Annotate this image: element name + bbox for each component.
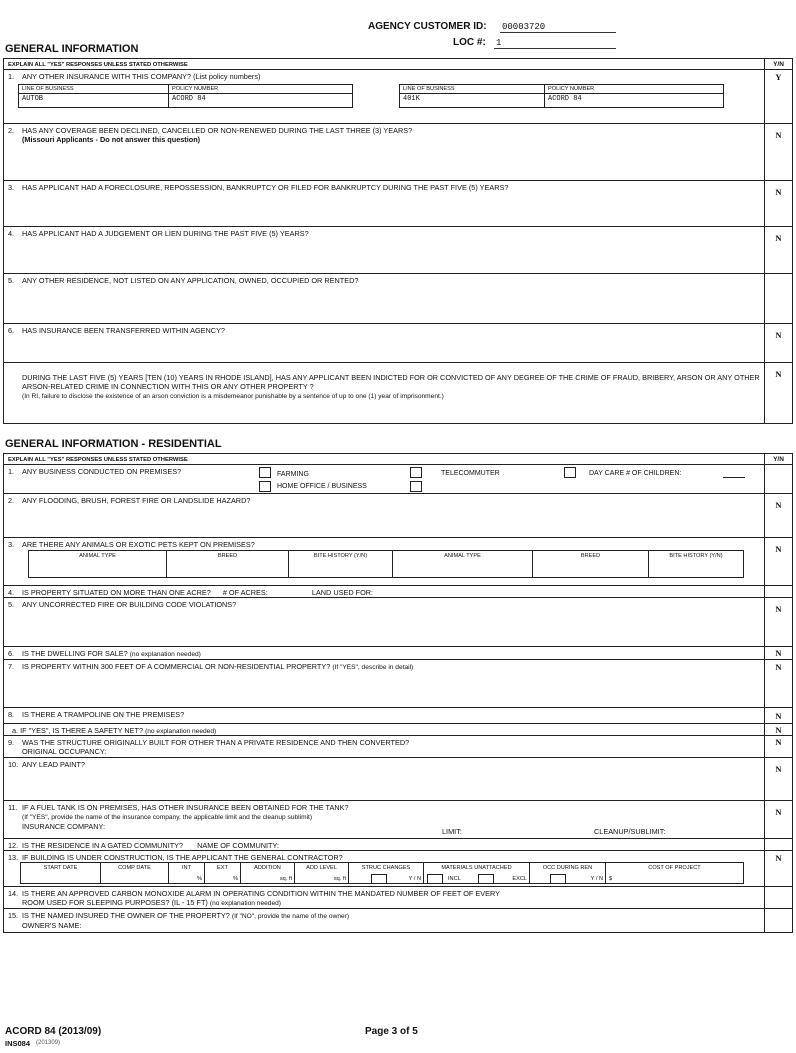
day-care-label: DAY CARE # OF CHILDREN:	[589, 470, 682, 477]
question-note: (If "YES", provide the name of the insurance company, the applicable limit and the cleanup sublimit)	[22, 814, 313, 821]
yn-answer[interactable]: N	[775, 500, 782, 510]
farming-label: FARMING	[277, 471, 309, 478]
page-number: Page 3 of 5	[365, 1026, 418, 1037]
sqft-unit: sq. ft	[279, 876, 292, 882]
question-text	[4, 758, 765, 800]
question-row	[4, 851, 792, 887]
question-number: 4.	[8, 229, 15, 238]
yn-answer[interactable]	[765, 887, 792, 908]
question-label: IS THE DWELLING FOR SALE?	[22, 649, 128, 658]
residential-information-title: GENERAL INFORMATION - RESIDENTIAL	[5, 438, 222, 450]
question-label: ANY FLOODING, BRUSH, FOREST FIRE OR LANDSLIDE HAZARD?	[22, 496, 251, 505]
owner-name-label: OWNER'S NAME:	[22, 921, 82, 930]
construction-table	[20, 862, 744, 884]
question-row	[4, 465, 792, 494]
question-note: (In RI, failure to disclose the existence of an arson conviction is a misdemeanor punishable by a sentence of up to one (1) year of imprisonment.)	[22, 393, 444, 400]
percent-unit: %	[197, 876, 202, 882]
question-label: HAS INSURANCE BEEN TRANSFERRED WITHIN AGENCY?	[22, 326, 225, 335]
question-number: 6.	[8, 649, 15, 658]
insurance-company-label: INSURANCE COMPANY:	[22, 822, 105, 831]
day-care-count-field[interactable]	[723, 470, 745, 478]
yn-answer[interactable]: N	[775, 369, 782, 379]
question-label: ANY BUSINESS CONDUCTED ON PREMISES?	[22, 467, 182, 476]
question-text	[4, 598, 765, 646]
question-label: IF BUILDING IS UNDER CONSTRUCTION, IS THE APPLICANT THE GENERAL CONTRACTOR?	[22, 853, 343, 862]
question-number: 5.	[8, 276, 15, 285]
question-row	[4, 274, 792, 324]
limit-label: LIMIT:	[442, 827, 462, 836]
yn-answer[interactable]	[765, 586, 792, 597]
question-number: 2.	[8, 496, 15, 505]
bite-history-header: BITE HISTORY (Y/N)	[313, 553, 368, 559]
question-number: 7.	[8, 662, 15, 671]
yn-answer[interactable]: N	[775, 662, 782, 672]
question-number: 13.	[8, 853, 19, 862]
question-row	[4, 538, 792, 586]
yn-answer[interactable]: N	[775, 130, 782, 140]
question-label: ANY OTHER RESIDENCE, NOT LISTED ON ANY APPLICATION, OWNED, OCCUPIED OR RENTED?	[22, 276, 359, 285]
question-text	[4, 124, 765, 180]
question-row	[4, 181, 792, 227]
question-label: ANY LEAD PAINT?	[22, 760, 85, 769]
question-number: 12.	[8, 841, 19, 850]
animals-table	[28, 550, 744, 578]
yn-answer[interactable]: N	[775, 648, 782, 658]
yn-header: Y/N	[773, 61, 784, 68]
business-extra-checkbox[interactable]	[410, 481, 422, 492]
question-row	[4, 909, 792, 932]
question-text	[4, 227, 765, 273]
yn-answer[interactable]: N	[775, 807, 782, 817]
question-number: 14.	[8, 889, 19, 898]
question-label: IS THE NAMED INSURED THE OWNER OF THE PROPERTY?	[22, 911, 230, 920]
question-number: 5.	[8, 600, 15, 609]
excl-label: EXCL	[512, 876, 527, 882]
ext-header: EXT	[217, 865, 228, 871]
question-label: IS PROPERTY SITUATED ON MORE THAN ONE ACRE?	[22, 588, 211, 597]
question-number: 8.	[8, 710, 15, 719]
question-label: IS PROPERTY WITHIN 300 FEET OF A COMMERCIAL OR NON-RESIDENTIAL PROPERTY?	[22, 662, 331, 671]
question-label: ANY OTHER INSURANCE WITH THIS COMPANY? (List policy numbers)	[22, 72, 261, 81]
question-number: 3.	[8, 183, 15, 192]
policy-number-header: POLICY NUMBER	[169, 85, 352, 94]
question-label: IF A FUEL TANK IS ON PREMISES, HAS OTHER INSURANCE BEEN OBTAINED FOR THE TANK?	[22, 803, 349, 812]
breed-header: BREED	[217, 553, 238, 559]
question-text	[4, 909, 765, 932]
question-number: 4.	[8, 588, 15, 597]
question-row	[4, 887, 792, 909]
question-label: IS THE RESIDENCE IN A GATED COMMUNITY?	[22, 841, 184, 850]
question-row	[4, 724, 792, 736]
question-note: (If "NO", provide the name of the owner)	[231, 913, 350, 920]
telecommuter-checkbox[interactable]	[410, 467, 422, 478]
farming-checkbox[interactable]	[259, 467, 271, 478]
explain-row	[4, 59, 792, 70]
question-number: 1.	[8, 72, 15, 81]
question-note: (no explanation needed)	[129, 651, 201, 658]
question-row	[4, 324, 792, 363]
comp-date-header: COMP DATE	[118, 865, 151, 871]
question-text	[4, 181, 765, 226]
day-care-checkbox[interactable]	[564, 467, 576, 478]
question-number: 15.	[8, 911, 19, 920]
question-note: (If "YES", describe in detail)	[332, 664, 414, 671]
question-text	[4, 708, 765, 723]
yn-answer[interactable]: N	[775, 604, 782, 614]
question-number: 2.	[8, 126, 15, 135]
struc-changes-checkbox[interactable]	[371, 874, 387, 884]
yn-answer[interactable]	[765, 274, 792, 323]
question-row	[4, 660, 792, 708]
int-header: INT	[181, 865, 191, 871]
question-text	[4, 660, 765, 707]
yn-answer[interactable]	[765, 909, 792, 932]
explain-note: EXPLAIN ALL "YES" RESPONSES UNLESS STATED OTHERWISE	[4, 59, 765, 69]
materials-incl-checkbox[interactable]	[427, 874, 443, 884]
question-row	[4, 839, 792, 851]
home-office-checkbox[interactable]	[259, 481, 271, 492]
sqft-unit: sq. ft	[333, 876, 346, 882]
materials-header: MATERIALS UNATTACHED	[441, 865, 512, 871]
policy-table-left	[18, 84, 353, 108]
question-row	[4, 586, 792, 598]
policy-number-header: POLICY NUMBER	[545, 85, 723, 94]
question-text	[4, 274, 765, 323]
question-note: (no explanation needed)	[209, 900, 281, 907]
occ-during-ren-checkbox[interactable]	[550, 874, 566, 884]
materials-excl-checkbox[interactable]	[478, 874, 494, 884]
question-row	[4, 363, 792, 423]
loc-field[interactable]: 1	[494, 37, 616, 49]
question-note: (Missouri Applicants - Do not answer this question)	[22, 135, 201, 144]
question-row	[4, 801, 792, 839]
telecommuter-label: TELECOMMUTER	[441, 470, 500, 477]
question-label: DURING THE LAST FIVE (5) YEARS [TEN (10) YEARS IN RHODE ISLAND], HAS ANY APPLICANT BEEN INDICTED FOR OR CONVICTED OF ANY DEGREE OF THE CRIME OF FRAUD, BRIBERY, ARSON OR ANY OTHER ARSON-RELATED CRIME IN CONNECTION WITH THIS OR ANY OTHER PROPERTY ?	[22, 373, 760, 391]
form-number: ACORD 84 (2013/09)	[5, 1026, 102, 1037]
acres-label: # OF ACRES:	[222, 588, 268, 597]
addition-header: ADDITION	[254, 865, 281, 871]
yn-answer[interactable]	[765, 839, 792, 850]
question-number: 1.	[8, 467, 15, 476]
yn-answer[interactable]: N	[775, 764, 782, 774]
question-label: HAS APPLICANT HAD A FORECLOSURE, REPOSSESSION, BANKRUPTCY OR FILED FOR BANKRUPTCY DURING THE PAST FIVE (5) YEARS?	[22, 183, 509, 192]
struc-changes-header: STRUC CHANGES	[361, 865, 411, 871]
question-row	[4, 227, 792, 274]
occ-during-ren-header: OCC DURING REN	[542, 865, 593, 871]
loc-label: LOC #:	[453, 37, 486, 48]
question-row	[4, 708, 792, 724]
original-occupancy-label: ORIGINAL OCCUPANCY:	[22, 747, 107, 756]
explain-note: EXPLAIN ALL "YES" RESPONSES UNLESS STATED OTHERWISE	[4, 454, 765, 464]
yn-header: Y/N	[773, 456, 784, 463]
question-row	[4, 70, 792, 124]
residential-information-table	[3, 453, 793, 933]
question-label: IS THERE AN APPROVED CARBON MONOXIDE ALARM IN OPERATING CONDITION WITHIN THE MANDATED NUMBER OF FEET OF EVERY	[22, 889, 501, 898]
home-office-label: HOME OFFICE / BUSINESS	[277, 483, 367, 490]
question-text	[4, 724, 765, 735]
agency-customer-id-label: AGENCY CUSTOMER ID:	[368, 21, 487, 32]
question-row	[4, 124, 792, 181]
policy-number-field[interactable]: ACORD 84	[172, 95, 206, 103]
question-text	[4, 801, 765, 838]
yn-answer[interactable]: N	[775, 330, 782, 340]
question-note: (no explanation needed)	[145, 728, 217, 735]
percent-unit: %	[233, 876, 238, 882]
lob-field[interactable]: 401K	[403, 95, 420, 103]
yn-answer[interactable]: Y	[775, 72, 782, 82]
question-row	[4, 736, 792, 758]
policy-table-right	[399, 84, 724, 108]
policy-number-field[interactable]: ACORD 84	[548, 95, 582, 103]
question-row	[4, 758, 792, 801]
yn-answer[interactable]: N	[775, 187, 782, 197]
question-label: ARE THERE ANY ANIMALS OR EXOTIC PETS KEPT ON PREMISES?	[22, 540, 255, 549]
yn-answer[interactable]: N	[775, 233, 782, 243]
breed-header: BREED	[580, 553, 601, 559]
land-used-label: LAND USED FOR:	[311, 588, 374, 597]
question-label: HAS APPLICANT HAD A JUDGEMENT OR LIEN DURING THE PAST FIVE (5) YEARS?	[22, 229, 309, 238]
question-number: 9.	[8, 738, 15, 747]
explain-row	[4, 454, 792, 465]
question-label: HAS ANY COVERAGE BEEN DECLINED, CANCELLED OR NON-RENEWED DURING THE LAST THREE (3) YEARS?	[22, 126, 413, 135]
yn-answer[interactable]: N	[775, 711, 782, 721]
yn-unit: Y / N	[408, 876, 421, 882]
question-text	[4, 839, 765, 850]
question-label: ANY UNCORRECTED FIRE OR BUILDING CODE VIOLATIONS?	[22, 600, 237, 609]
question-row	[4, 494, 792, 538]
question-text	[4, 494, 765, 537]
lob-header: LINE OF BUSINESS	[400, 85, 544, 94]
question-row	[4, 647, 792, 660]
general-information-title: GENERAL INFORMATION	[5, 43, 139, 55]
question-number: 3.	[8, 540, 15, 549]
question-label: a. IF "YES", IS THERE A SAFETY NET?	[12, 726, 144, 735]
form-code: INS084	[5, 1039, 31, 1048]
form-code-date: (201309)	[36, 1040, 61, 1046]
question-text	[4, 586, 765, 597]
question-text	[4, 324, 765, 362]
question-number	[8, 373, 22, 382]
question-text	[4, 887, 765, 908]
lob-field[interactable]: AUTOB	[22, 95, 44, 103]
dollar-unit: $	[609, 876, 613, 882]
cost-of-project-header: COST OF PROJECT	[648, 865, 701, 871]
yn-answer[interactable]: N	[775, 544, 782, 554]
question-row	[4, 598, 792, 647]
question-number: 6.	[8, 326, 15, 335]
yn-answer[interactable]: N	[775, 725, 782, 735]
question-number: 11.	[8, 803, 18, 812]
agency-customer-id-field[interactable]: 00003720	[500, 21, 616, 33]
start-date-header: START DATE	[43, 865, 78, 871]
lob-header: LINE OF BUSINESS	[19, 85, 168, 94]
cleanup-sublimit-label: CLEANUP/SUBLIMIT:	[594, 827, 666, 836]
yn-answer[interactable]: N	[775, 737, 782, 747]
yn-unit: Y / N	[590, 876, 603, 882]
incl-label: INCL	[448, 876, 461, 882]
yn-answer[interactable]: N	[775, 853, 782, 863]
yn-answer[interactable]	[765, 465, 792, 493]
page-footer	[0, 1024, 796, 1053]
question-label: WAS THE STRUCTURE ORIGINALLY BUILT FOR OTHER THAN A PRIVATE RESIDENCE AND THEN CONVERTED?	[22, 738, 410, 747]
general-information-table	[3, 58, 793, 424]
question-label-continued: ROOM USED FOR SLEEPING PURPOSES? (IL - 15 FT)	[22, 898, 208, 907]
question-label: IS THERE A TRAMPOLINE ON THE PREMISES?	[22, 710, 185, 719]
question-text	[4, 363, 765, 423]
add-level-header: ADD LEVEL	[306, 865, 337, 871]
animal-type-header: ANIMAL TYPE	[79, 553, 116, 559]
community-name-label: NAME OF COMMUNITY:	[197, 841, 279, 850]
question-number: 10.	[8, 760, 19, 769]
bite-history-header: BITE HISTORY (Y/N)	[669, 553, 723, 559]
animal-type-header: ANIMAL TYPE	[444, 553, 481, 559]
question-text	[4, 736, 765, 757]
question-text	[4, 647, 765, 659]
